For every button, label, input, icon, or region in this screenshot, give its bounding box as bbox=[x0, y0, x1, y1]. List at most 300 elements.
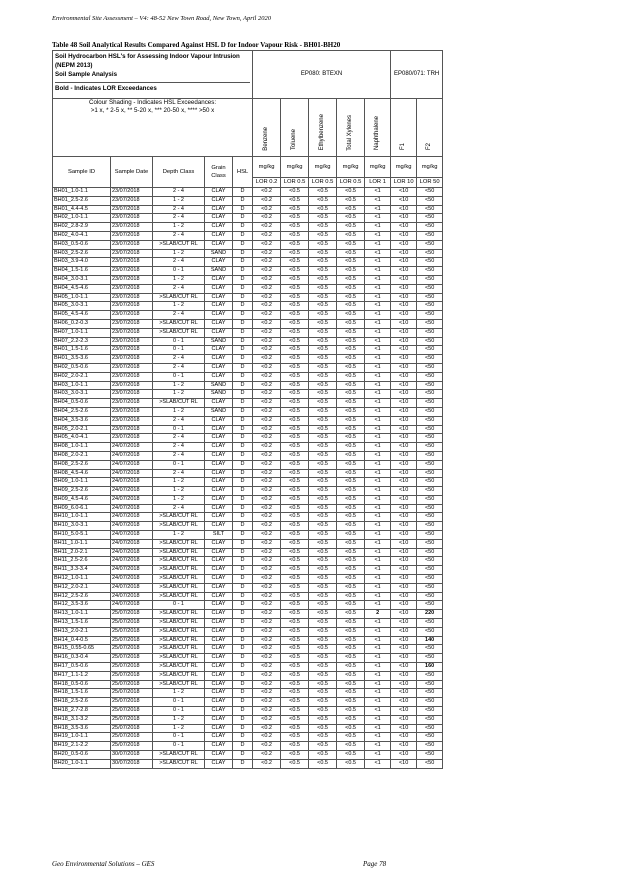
table-cell: >SLAB/CUT RL bbox=[153, 575, 205, 584]
table-cell: <0.5 bbox=[281, 275, 309, 284]
table-cell: <0.5 bbox=[309, 504, 337, 513]
analyte-header bbox=[417, 99, 443, 157]
table-cell: <0.5 bbox=[309, 399, 337, 408]
table-cell: CLAY bbox=[205, 399, 233, 408]
table-cell: >SLAB/CUT RL bbox=[153, 566, 205, 575]
table-cell: >SLAB/CUT RL bbox=[153, 522, 205, 531]
table-row bbox=[53, 434, 443, 443]
analyte-label: F1 bbox=[399, 143, 406, 151]
table-cell: <10 bbox=[391, 231, 417, 240]
table-cell: 24/07/2018 bbox=[111, 548, 153, 557]
table-row bbox=[53, 610, 443, 619]
table-cell: 24/07/2018 bbox=[111, 495, 153, 504]
table-cell: BH12_2.5-2.6 bbox=[53, 592, 111, 601]
table-cell: D bbox=[233, 548, 253, 557]
table-cell: D bbox=[233, 663, 253, 672]
table-cell: <50 bbox=[417, 548, 443, 557]
table-cell: CLAY bbox=[205, 363, 233, 372]
table-cell: >SLAB/CUT RL bbox=[153, 610, 205, 619]
unit-cell: mg/kg bbox=[309, 157, 337, 178]
table-cell: <0.5 bbox=[281, 689, 309, 698]
table-cell: <0.5 bbox=[281, 495, 309, 504]
table-cell: <1 bbox=[365, 381, 391, 390]
unit-cell: mg/kg bbox=[365, 157, 391, 178]
table-cell: <10 bbox=[391, 355, 417, 364]
analyte-header bbox=[253, 99, 281, 157]
table-cell: 1 - 2 bbox=[153, 407, 205, 416]
table-cell: <10 bbox=[391, 504, 417, 513]
table-cell: D bbox=[233, 372, 253, 381]
table-cell: 1 - 2 bbox=[153, 487, 205, 496]
table-cell: <0.5 bbox=[337, 487, 365, 496]
table-cell: <50 bbox=[417, 381, 443, 390]
table-cell: D bbox=[233, 284, 253, 293]
table-cell: <10 bbox=[391, 733, 417, 742]
table-cell: 1 - 2 bbox=[153, 495, 205, 504]
table-cell: >SLAB/CUT RL bbox=[153, 751, 205, 760]
table-cell: <0.5 bbox=[281, 575, 309, 584]
table-cell: <0.2 bbox=[253, 592, 281, 601]
table-cell: <0.2 bbox=[253, 531, 281, 540]
table-cell: <10 bbox=[391, 214, 417, 223]
table-cell: 25/07/2018 bbox=[111, 654, 153, 663]
unit-cell: mg/kg bbox=[281, 157, 309, 178]
table-cell: D bbox=[233, 399, 253, 408]
table-cell: BH19_1.0-1.1 bbox=[53, 733, 111, 742]
table-cell: <0.5 bbox=[309, 205, 337, 214]
table-cell: D bbox=[233, 495, 253, 504]
table-cell: >SLAB/CUT RL bbox=[153, 619, 205, 628]
table-cell: <1 bbox=[365, 759, 391, 768]
table-cell: CLAY bbox=[205, 557, 233, 566]
table-cell: 1 - 2 bbox=[153, 196, 205, 205]
table-cell: CLAY bbox=[205, 583, 233, 592]
table-cell: BH01_2.5-2.6 bbox=[53, 196, 111, 205]
table-cell: 25/07/2018 bbox=[111, 724, 153, 733]
info-line-3: Soil Sample Analysis bbox=[55, 71, 118, 78]
table-cell: <0.5 bbox=[281, 337, 309, 346]
table-cell: CLAY bbox=[205, 302, 233, 311]
table-cell: D bbox=[233, 610, 253, 619]
table-cell: <1 bbox=[365, 363, 391, 372]
table-cell: <0.5 bbox=[309, 460, 337, 469]
table-cell: <0.5 bbox=[309, 214, 337, 223]
table-row bbox=[53, 267, 443, 276]
table-cell: <50 bbox=[417, 302, 443, 311]
table-cell: 0 - 1 bbox=[153, 733, 205, 742]
table-cell: <0.5 bbox=[309, 610, 337, 619]
table-cell: 2 - 4 bbox=[153, 231, 205, 240]
table-cell: BH11_3.3-3.4 bbox=[53, 566, 111, 575]
table-cell: BH04_3.0-3.1 bbox=[53, 275, 111, 284]
table-cell: BH10_1.0-1.1 bbox=[53, 513, 111, 522]
table-cell: <0.5 bbox=[309, 707, 337, 716]
table-row bbox=[53, 302, 443, 311]
table-cell: <0.2 bbox=[253, 583, 281, 592]
table-cell: <10 bbox=[391, 328, 417, 337]
table-cell: <0.5 bbox=[281, 267, 309, 276]
table-cell: 24/07/2018 bbox=[111, 592, 153, 601]
table-cell: <50 bbox=[417, 311, 443, 320]
table-cell: <10 bbox=[391, 205, 417, 214]
table-cell: BH08_2.5-2.6 bbox=[53, 460, 111, 469]
table-cell: <0.5 bbox=[309, 487, 337, 496]
table-row bbox=[53, 495, 443, 504]
table-cell: <0.5 bbox=[337, 223, 365, 232]
table-cell: <10 bbox=[391, 416, 417, 425]
table-cell: <0.5 bbox=[309, 381, 337, 390]
table-cell: <0.2 bbox=[253, 293, 281, 302]
table-cell: <0.2 bbox=[253, 381, 281, 390]
table-cell: <10 bbox=[391, 258, 417, 267]
table-cell: <0.5 bbox=[337, 319, 365, 328]
table-cell: <0.5 bbox=[337, 627, 365, 636]
lor-cell: LOR 1 bbox=[365, 178, 391, 188]
table-cell: <50 bbox=[417, 267, 443, 276]
lor-cell: LOR 0.2 bbox=[253, 178, 281, 188]
table-cell: CLAY bbox=[205, 539, 233, 548]
table-cell: D bbox=[233, 689, 253, 698]
table-row bbox=[53, 592, 443, 601]
table-cell: BH05_4.0-4.1 bbox=[53, 434, 111, 443]
table-cell: 2 - 4 bbox=[153, 311, 205, 320]
table-cell: D bbox=[233, 328, 253, 337]
table-cell: <0.5 bbox=[309, 319, 337, 328]
table-cell: <50 bbox=[417, 531, 443, 540]
table-cell: CLAY bbox=[205, 495, 233, 504]
info-line-1: Soil Hydrocarbon HSL's for Assessing Indoor Vapour Intrusion bbox=[55, 53, 240, 60]
table-cell: <10 bbox=[391, 363, 417, 372]
table-cell: <0.5 bbox=[309, 557, 337, 566]
table-cell: <0.5 bbox=[281, 601, 309, 610]
table-cell: <0.2 bbox=[253, 372, 281, 381]
table-cell: <0.5 bbox=[281, 742, 309, 751]
table-cell: CLAY bbox=[205, 522, 233, 531]
table-row bbox=[53, 513, 443, 522]
table-cell: <10 bbox=[391, 434, 417, 443]
table-cell: <50 bbox=[417, 460, 443, 469]
analyte-header bbox=[365, 99, 391, 157]
table-cell: <1 bbox=[365, 680, 391, 689]
table-cell: >SLAB/CUT RL bbox=[153, 240, 205, 249]
table-cell: <0.5 bbox=[281, 416, 309, 425]
table-cell: CLAY bbox=[205, 258, 233, 267]
table-cell: BH11_2.0-2.1 bbox=[53, 548, 111, 557]
table-cell: <1 bbox=[365, 231, 391, 240]
table-cell: CLAY bbox=[205, 548, 233, 557]
table-cell: <0.2 bbox=[253, 284, 281, 293]
table-cell: <50 bbox=[417, 698, 443, 707]
table-cell: <0.5 bbox=[281, 434, 309, 443]
unit-cell: mg/kg bbox=[337, 157, 365, 178]
table-cell: <0.5 bbox=[309, 680, 337, 689]
table-cell: <1 bbox=[365, 407, 391, 416]
table-cell: D bbox=[233, 487, 253, 496]
table-cell: <0.5 bbox=[337, 196, 365, 205]
table-row bbox=[53, 548, 443, 557]
table-cell: BH04_0.5-0.6 bbox=[53, 399, 111, 408]
table-cell: BH01_1.0-1.1 bbox=[53, 188, 111, 197]
table-cell: <0.2 bbox=[253, 337, 281, 346]
table-cell: <0.5 bbox=[281, 302, 309, 311]
table-cell: 23/07/2018 bbox=[111, 346, 153, 355]
table-cell: <50 bbox=[417, 557, 443, 566]
table-cell: <1 bbox=[365, 531, 391, 540]
table-cell: D bbox=[233, 346, 253, 355]
table-cell: <0.2 bbox=[253, 434, 281, 443]
table-cell: CLAY bbox=[205, 759, 233, 768]
table-cell: 25/07/2018 bbox=[111, 698, 153, 707]
table-cell: <0.5 bbox=[281, 531, 309, 540]
table-row bbox=[53, 619, 443, 628]
table-cell: <0.5 bbox=[281, 513, 309, 522]
table-cell: BH01_4.4-4.5 bbox=[53, 205, 111, 214]
table-cell: <50 bbox=[417, 487, 443, 496]
table-row bbox=[53, 363, 443, 372]
table-cell: <50 bbox=[417, 205, 443, 214]
table-cell: BH18_2.5-2.6 bbox=[53, 698, 111, 707]
table-cell: CLAY bbox=[205, 319, 233, 328]
table-cell: >SLAB/CUT RL bbox=[153, 671, 205, 680]
table-row bbox=[53, 407, 443, 416]
table-cell: 30/07/2018 bbox=[111, 759, 153, 768]
table-cell: <50 bbox=[417, 504, 443, 513]
table-cell: <0.5 bbox=[309, 671, 337, 680]
table-row bbox=[53, 531, 443, 540]
table-cell: <50 bbox=[417, 627, 443, 636]
table-cell: <0.5 bbox=[337, 654, 365, 663]
table-cell: <1 bbox=[365, 355, 391, 364]
table-cell: <1 bbox=[365, 689, 391, 698]
table-cell: <10 bbox=[391, 275, 417, 284]
table-cell: 1 - 2 bbox=[153, 249, 205, 258]
table-cell: <0.5 bbox=[337, 311, 365, 320]
table-cell: <0.5 bbox=[281, 469, 309, 478]
table-cell: CLAY bbox=[205, 275, 233, 284]
table-cell: D bbox=[233, 407, 253, 416]
table-cell: <0.5 bbox=[337, 636, 365, 645]
table-cell: 23/07/2018 bbox=[111, 311, 153, 320]
table-cell: 23/07/2018 bbox=[111, 188, 153, 197]
table-cell: <10 bbox=[391, 267, 417, 276]
table-cell: <0.5 bbox=[337, 381, 365, 390]
table-cell: <0.5 bbox=[281, 619, 309, 628]
table-cell: CLAY bbox=[205, 355, 233, 364]
table-cell: <50 bbox=[417, 425, 443, 434]
table-cell: <0.5 bbox=[281, 592, 309, 601]
table-cell: <0.5 bbox=[281, 557, 309, 566]
table-cell: <0.5 bbox=[309, 645, 337, 654]
table-cell: BH18_0.5-0.6 bbox=[53, 680, 111, 689]
table-cell: <0.5 bbox=[337, 425, 365, 434]
table-cell: <0.2 bbox=[253, 680, 281, 689]
table-cell: 24/07/2018 bbox=[111, 451, 153, 460]
table-cell: <1 bbox=[365, 619, 391, 628]
table-cell: 0 - 1 bbox=[153, 601, 205, 610]
table-cell: 25/07/2018 bbox=[111, 689, 153, 698]
table-cell: 23/07/2018 bbox=[111, 214, 153, 223]
table-cell: <0.5 bbox=[337, 416, 365, 425]
table-cell: CLAY bbox=[205, 214, 233, 223]
table-cell: CLAY bbox=[205, 416, 233, 425]
table-cell: <50 bbox=[417, 539, 443, 548]
table-cell: <0.5 bbox=[337, 293, 365, 302]
table-cell: <0.5 bbox=[281, 504, 309, 513]
table-cell: >SLAB/CUT RL bbox=[153, 399, 205, 408]
table-cell: <0.5 bbox=[309, 407, 337, 416]
table-cell: <50 bbox=[417, 240, 443, 249]
table-cell: <0.5 bbox=[281, 355, 309, 364]
table-row bbox=[53, 443, 443, 452]
table-cell: <10 bbox=[391, 539, 417, 548]
table-cell: <0.5 bbox=[337, 267, 365, 276]
table-cell: <1 bbox=[365, 425, 391, 434]
table-cell: <0.2 bbox=[253, 698, 281, 707]
table-row bbox=[53, 469, 443, 478]
table-cell: <50 bbox=[417, 733, 443, 742]
table-cell: <0.2 bbox=[253, 267, 281, 276]
table-cell: <0.5 bbox=[281, 627, 309, 636]
table-cell: BH11_1.0-1.1 bbox=[53, 539, 111, 548]
table-cell: BH20_0.5-0.6 bbox=[53, 751, 111, 760]
analyte-header bbox=[309, 99, 337, 157]
table-row bbox=[53, 460, 443, 469]
table-cell: <1 bbox=[365, 214, 391, 223]
lor-cell: LOR 50 bbox=[417, 178, 443, 188]
table-cell: CLAY bbox=[205, 610, 233, 619]
table-cell: <0.5 bbox=[281, 399, 309, 408]
table-cell: 2 - 4 bbox=[153, 451, 205, 460]
table-cell: >SLAB/CUT RL bbox=[153, 627, 205, 636]
table-cell: <0.2 bbox=[253, 214, 281, 223]
table-cell: 0 - 1 bbox=[153, 372, 205, 381]
table-cell: CLAY bbox=[205, 601, 233, 610]
table-cell: <1 bbox=[365, 319, 391, 328]
table-cell: D bbox=[233, 592, 253, 601]
table-cell: 23/07/2018 bbox=[111, 284, 153, 293]
table-cell: >SLAB/CUT RL bbox=[153, 557, 205, 566]
table-cell: 2 - 4 bbox=[153, 188, 205, 197]
analyte-label: Toluene bbox=[290, 129, 297, 151]
table-cell: BH02_0.5-0.6 bbox=[53, 363, 111, 372]
table-cell: <50 bbox=[417, 258, 443, 267]
table-cell: <0.5 bbox=[337, 715, 365, 724]
table-cell: 24/07/2018 bbox=[111, 557, 153, 566]
table-cell: <10 bbox=[391, 513, 417, 522]
table-cell: <0.5 bbox=[281, 214, 309, 223]
table-cell: 23/07/2018 bbox=[111, 258, 153, 267]
table-cell: 23/07/2018 bbox=[111, 328, 153, 337]
unit-cell: mg/kg bbox=[391, 157, 417, 178]
table-cell: <0.5 bbox=[309, 337, 337, 346]
table-cell: <1 bbox=[365, 302, 391, 311]
table-cell: <0.2 bbox=[253, 240, 281, 249]
table-cell: <1 bbox=[365, 724, 391, 733]
group-trh: EP080/071: TRH bbox=[391, 51, 443, 99]
table-cell: <0.5 bbox=[281, 645, 309, 654]
table-row bbox=[53, 223, 443, 232]
table-cell: <0.5 bbox=[337, 231, 365, 240]
table-cell: <0.2 bbox=[253, 425, 281, 434]
table-cell: <0.2 bbox=[253, 610, 281, 619]
table-cell: D bbox=[233, 337, 253, 346]
table-cell: 2 bbox=[365, 610, 391, 619]
table-cell: SAND bbox=[205, 407, 233, 416]
table-row bbox=[53, 478, 443, 487]
table-cell: <0.5 bbox=[281, 487, 309, 496]
table-cell: CLAY bbox=[205, 619, 233, 628]
table-row bbox=[53, 188, 443, 197]
table-cell: 23/07/2018 bbox=[111, 407, 153, 416]
table-cell: <10 bbox=[391, 381, 417, 390]
table-cell: <0.2 bbox=[253, 363, 281, 372]
table-cell: <0.5 bbox=[309, 627, 337, 636]
table-cell: <50 bbox=[417, 707, 443, 716]
shading-line-2: >1 x, * 2-5 x, ** 5-20 x, *** 20-50 x, **** >50 x bbox=[90, 106, 215, 114]
table-cell: <10 bbox=[391, 399, 417, 408]
table-cell: BH04_3.5-3.6 bbox=[53, 416, 111, 425]
table-cell: <0.2 bbox=[253, 627, 281, 636]
table-cell: <0.5 bbox=[309, 566, 337, 575]
table-row bbox=[53, 636, 443, 645]
table-cell: 25/07/2018 bbox=[111, 715, 153, 724]
table-cell: CLAY bbox=[205, 328, 233, 337]
table-cell: <1 bbox=[365, 751, 391, 760]
table-cell: <50 bbox=[417, 443, 443, 452]
table-cell: <10 bbox=[391, 443, 417, 452]
table-row bbox=[53, 319, 443, 328]
table-cell: BH13_1.0-1.1 bbox=[53, 610, 111, 619]
table-cell: <0.5 bbox=[281, 328, 309, 337]
table-cell: <0.5 bbox=[309, 223, 337, 232]
table-cell: 2 - 4 bbox=[153, 258, 205, 267]
table-cell: 23/07/2018 bbox=[111, 205, 153, 214]
table-cell: <1 bbox=[365, 601, 391, 610]
table-cell: <0.5 bbox=[309, 531, 337, 540]
table-cell: <0.2 bbox=[253, 469, 281, 478]
table-row bbox=[53, 196, 443, 205]
table-cell: <0.5 bbox=[337, 733, 365, 742]
table-cell: <1 bbox=[365, 513, 391, 522]
table-cell: <10 bbox=[391, 495, 417, 504]
table-cell: 1 - 2 bbox=[153, 724, 205, 733]
table-cell: CLAY bbox=[205, 504, 233, 513]
table-cell: <0.5 bbox=[337, 531, 365, 540]
table-cell: <0.5 bbox=[281, 425, 309, 434]
table-cell: <10 bbox=[391, 223, 417, 232]
table-cell: BH05_3.0-3.1 bbox=[53, 302, 111, 311]
table-cell: CLAY bbox=[205, 663, 233, 672]
table-cell: D bbox=[233, 363, 253, 372]
table-cell: <0.5 bbox=[309, 363, 337, 372]
table-cell: <50 bbox=[417, 214, 443, 223]
table-cell: <0.2 bbox=[253, 619, 281, 628]
table-cell: <50 bbox=[417, 469, 443, 478]
table-cell: <10 bbox=[391, 575, 417, 584]
table-cell: <0.5 bbox=[337, 214, 365, 223]
table-cell: <10 bbox=[391, 451, 417, 460]
table-cell: <0.2 bbox=[253, 188, 281, 197]
table-cell: <0.5 bbox=[337, 275, 365, 284]
table-cell: <50 bbox=[417, 275, 443, 284]
table-cell: BH10_5.0-5.1 bbox=[53, 531, 111, 540]
table-cell: <0.5 bbox=[281, 284, 309, 293]
table-cell: <1 bbox=[365, 399, 391, 408]
table-row bbox=[53, 671, 443, 680]
table-cell: BH08_1.0-1.1 bbox=[53, 443, 111, 452]
footer-company: Geo Environmental Solutions – GES bbox=[52, 860, 155, 868]
table-cell: 25/07/2018 bbox=[111, 742, 153, 751]
